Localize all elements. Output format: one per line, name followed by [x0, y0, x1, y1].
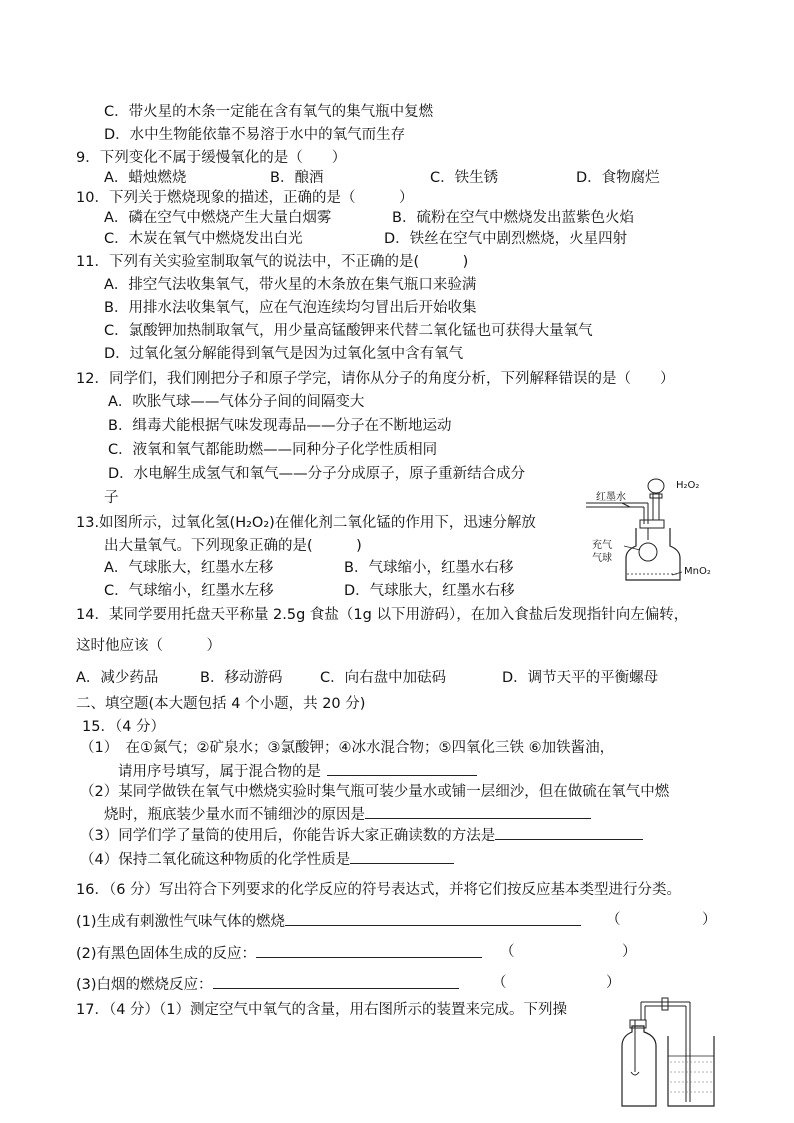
q16-part1-line — [76, 910, 581, 932]
q13-option-d: D．气球胀大，红墨水右移 — [344, 583, 515, 599]
q14-option-d: D．调节天平的平衡螺母 — [502, 670, 659, 686]
q15-part2-line1: （2）某同学做铁在氧气中燃烧实验时集气瓶可装少量水或铺一层细沙，但在做硫在氧气中燃 — [80, 784, 670, 800]
q11-option-c: C．氯酸钾加热制取氧气，用少量高锰酸钾来代替二氧化锰也可获得大量氧气 — [104, 323, 593, 339]
q15-part4-line — [80, 848, 454, 870]
q10-stem: 10．下列关于燃烧现象的描述，正确的是（ ） — [76, 190, 414, 206]
q16-part2-paren-close: ） — [622, 944, 637, 960]
q15-part2-prompt: 烧时，瓶底装少量水而不铺细沙的原因是 — [104, 807, 365, 823]
q11-stem: 11．下列有关实验室制取氧气的说法中，不正确的是( ) — [76, 254, 469, 270]
q17-apparatus-figure — [618, 996, 718, 1110]
figure-label-balloon-2: 气球 — [592, 553, 612, 564]
q9-option-a: A．蜡烛燃烧 — [104, 170, 187, 186]
q16-part3-line — [76, 973, 459, 995]
section-title-fill-in: 二、填空题(本大题包括 4 个小题，共 20 分) — [76, 696, 366, 712]
q16-part3-answer-blank[interactable] — [213, 973, 459, 989]
q8-option-c: C．带火星的木条一定能在含有氧气的集气瓶中复燃 — [104, 104, 434, 120]
q15-part1-line1: （1） 在①氮气；②矿泉水；③氯酸钾；④冰水混合物；⑤四氧化三铁 ⑥加铁酱油， — [80, 740, 615, 756]
q9-stem: 9．下列变化不属于缓慢氧化的是（ ） — [76, 150, 347, 166]
q12-option-b: B．缉毒犬能根据气味发现毒品——分子在不断地运动 — [108, 418, 452, 434]
q10-option-c: C．木炭在氧气中燃烧发出白光 — [104, 231, 303, 247]
q10-option-a: A．磷在空气中燃烧产生大量白烟雾 — [104, 210, 332, 226]
q13-stem-line1: 13.如图所示，过氧化氢(H₂O₂)在催化剂二氧化锰的作用下，迅速分解放 — [76, 515, 536, 531]
q13-apparatus-figure — [586, 472, 726, 584]
q14-stem-line2: 这时他应该（ ） — [76, 638, 221, 654]
q15-part4-answer-blank[interactable] — [350, 848, 454, 864]
q13-option-b: B．气球缩小，红墨水右移 — [344, 560, 514, 576]
q16-part1-paren-close: ） — [702, 912, 717, 928]
q8-option-d: D．水中生物能依靠不易溶于水中的氧气而生存 — [104, 127, 406, 143]
q16-part1-prompt: (1)生成有刺激性气味气体的燃烧 — [76, 914, 286, 930]
q9-option-b: B．酿酒 — [270, 170, 324, 186]
q15-part3-answer-blank[interactable] — [495, 824, 643, 840]
q14-option-b: B．移动游码 — [200, 670, 283, 686]
q17-stem: 17．（4 分）（1）测定空气中氧气的含量，用右图所示的装置来完成。下列操 — [76, 1002, 568, 1018]
q14-option-a: A．减少药品 — [76, 670, 159, 686]
q14-stem-line1: 14．某同学要用托盘天平称量 2.5g 食盐（1g 以下用游码），在加入食盐后发现指针向左偏转， — [76, 607, 689, 623]
q10-option-b: B．硫粉在空气中燃烧发出蓝紫色火焰 — [392, 210, 634, 226]
q13-stem-line2: 出大量氧气。下列现象正确的是( ) — [104, 538, 362, 554]
q15-part1-line2 — [118, 760, 477, 782]
figure-label-h2o2: H₂O₂ — [676, 480, 700, 491]
q16-part2-prompt: (2)有黑色固体生成的反应： — [76, 946, 257, 962]
q9-option-c: C．铁生锈 — [430, 170, 499, 186]
q11-option-b: B．用排水法收集氧气，应在气泡连续均匀冒出后开始收集 — [104, 300, 477, 316]
q16-part2-line — [76, 942, 482, 964]
q16-part2-answer-blank[interactable] — [256, 942, 482, 958]
q16-part3-paren-close: ） — [606, 975, 621, 991]
q15-part3-prompt: （3）同学们学了量筒的使用后，你能告诉大家正确读数的方法是 — [80, 828, 496, 844]
q12-option-a: A．吹胀气球——气体分子间的间隔变大 — [108, 394, 365, 410]
q16-part3-paren-open: （ — [492, 975, 507, 991]
q14-option-c: C．向右盘中加砝码 — [320, 670, 447, 686]
q15-part4-prompt: （4）保持二氧化硫这种物质的化学性质是 — [80, 852, 351, 868]
q12-option-d: D．水电解生成氢气和氧气——分子分成原子，原子重新结合成分 — [108, 466, 526, 482]
figure-label-mno2: MnO₂ — [684, 566, 711, 577]
q15-part2-line2 — [104, 803, 591, 825]
q15-part3-line — [80, 824, 643, 846]
q15-part1-answer-blank[interactable] — [327, 760, 477, 776]
q15-part1-prompt: 请用序号填写，属于混合物的是 — [118, 764, 321, 780]
figure-label-red-ink: 红墨水 — [596, 492, 626, 503]
q12-option-d-wrap: 子 — [104, 490, 119, 506]
q16-part1-paren-open: （ — [606, 912, 621, 928]
q12-option-c: C．液氧和氧气都能助燃——同种分子化学性质相同 — [108, 442, 438, 458]
q15-part2-answer-blank[interactable] — [365, 803, 591, 819]
q12-stem: 12．同学们，我们刚把分子和原子学完，请你从分子的角度分析，下列解释错误的是（ ） — [76, 371, 675, 387]
figure-label-balloon-1: 充气 — [592, 540, 612, 551]
q11-option-a: A．排空气法收集氧气，带火星的木条放在集气瓶口来验满 — [104, 277, 477, 293]
q16-part1-answer-blank[interactable] — [285, 910, 581, 926]
q9-option-d: D．食物腐烂 — [576, 170, 660, 186]
q16-part3-prompt: (3)白烟的燃烧反应： — [76, 977, 213, 993]
q16-stem: 16．（6 分）写出符合下列要求的化学反应的符号表达式，并将它们按反应基本类型进行分类。 — [76, 882, 682, 898]
q13-option-c: C．气球缩小，红墨水左移 — [104, 583, 274, 599]
q13-option-a: A．气球胀大，红墨水左移 — [104, 560, 274, 576]
q11-option-d: D．过氧化氢分解能得到氧气是因为过氧化氢中含有氧气 — [104, 346, 464, 362]
q15-head: 15．（4 分） — [82, 719, 166, 735]
q16-part2-paren-open: （ — [500, 944, 515, 960]
q10-option-d: D．铁丝在空气中剧烈燃烧，火星四射 — [384, 231, 628, 247]
